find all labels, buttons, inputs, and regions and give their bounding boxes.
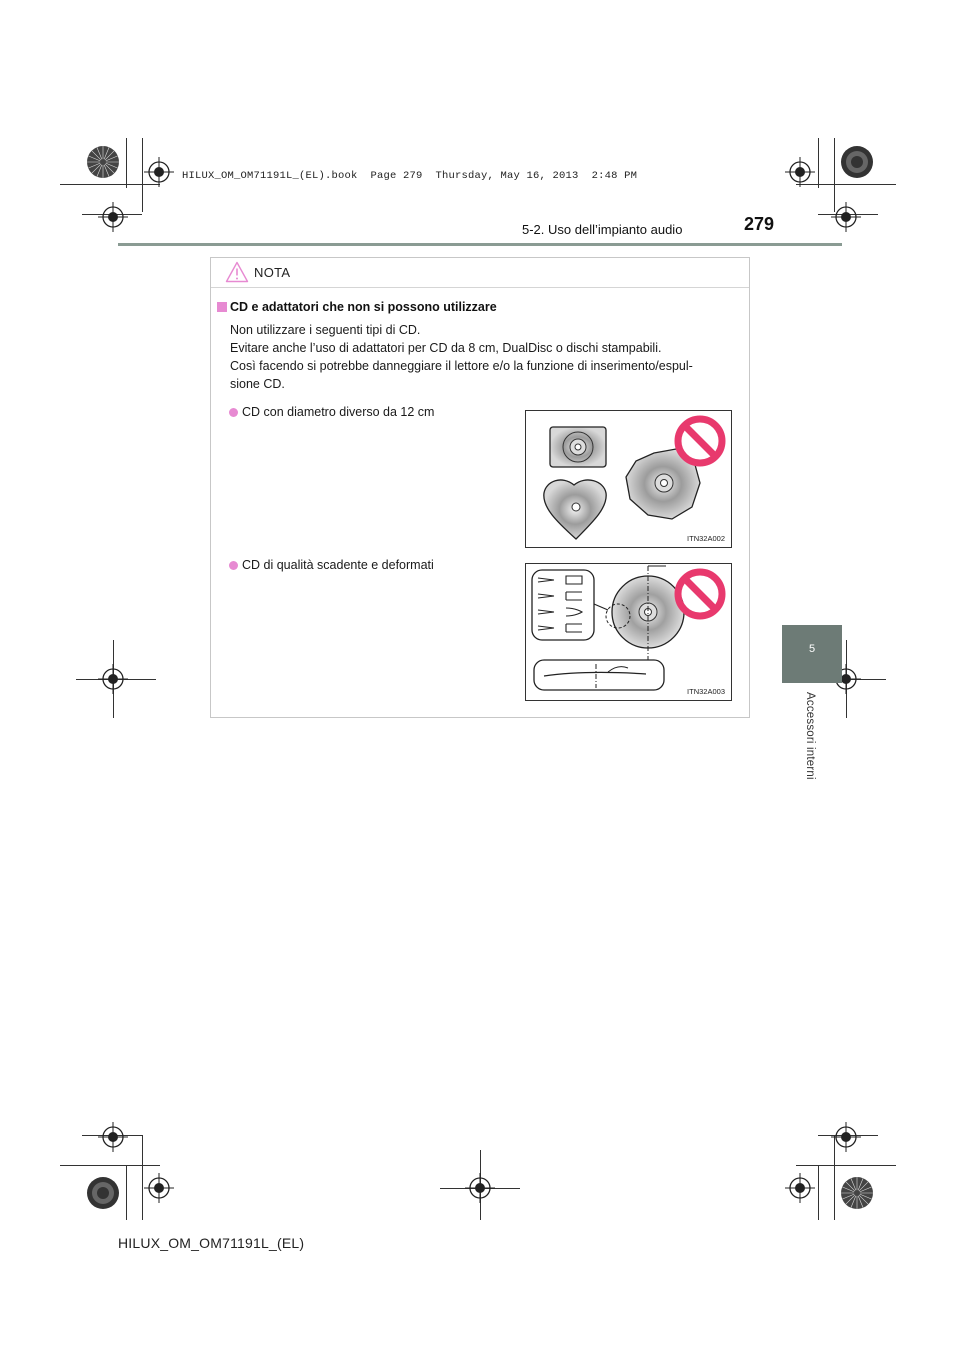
prohibition-sign-icon [678, 572, 722, 616]
prohibition-sign-icon [678, 419, 722, 463]
crop-line [818, 138, 819, 188]
registration-mark-icon [98, 1122, 128, 1152]
sunburst-mark-icon [840, 145, 874, 179]
note-paragraph-line: sione CD. [230, 377, 285, 391]
registration-mark-icon [785, 1173, 815, 1203]
sunburst-mark-icon [86, 145, 120, 179]
deformed-cd-illustration [526, 564, 731, 700]
bullet-dot-icon [229, 408, 238, 417]
heading-square-icon [217, 302, 227, 312]
page-number: 279 [744, 214, 775, 234]
figure-deformed-cds [525, 563, 732, 701]
note-header [211, 258, 749, 288]
manual-code: HILUX_OM_OM71191L_(EL) [118, 1235, 305, 1251]
bullet-dot-icon [229, 561, 238, 570]
bullet-text: CD con diametro diverso da 12 cm [242, 405, 435, 419]
crop-line [834, 138, 835, 212]
section-title: 5-2. Uso dell’impianto audio [522, 222, 683, 237]
crop-line [142, 138, 143, 212]
registration-mark-icon [98, 664, 128, 694]
crop-line [142, 1135, 143, 1220]
warning-triangle-icon [225, 261, 249, 288]
registration-mark-icon [144, 1173, 174, 1203]
note-title: NOTA [254, 265, 291, 280]
crop-line [818, 1165, 819, 1220]
chapter-side-label: Accessori interni [804, 692, 816, 780]
chapter-tab: 5 [782, 625, 842, 683]
bullet-text: CD di qualità scadente e deformati [242, 558, 434, 572]
crop-line [126, 1165, 127, 1220]
crop-line [126, 138, 127, 188]
registration-mark-icon [831, 202, 861, 232]
note-heading: CD e adattatori che non si possono utilizzare [230, 300, 497, 314]
figure-odd-shaped-cds [525, 410, 732, 548]
registration-mark-icon [465, 1173, 495, 1203]
registration-mark-icon [98, 202, 128, 232]
crop-line [796, 1165, 896, 1166]
registration-mark-icon [785, 157, 815, 187]
figure-code: ITN32A003 [687, 687, 725, 696]
figure-code: ITN32A002 [687, 534, 725, 543]
print-stamp: HILUX_OM_OM71191L_(EL).book Page 279 Thursday, May 16, 2013 2:48 PM [182, 170, 638, 182]
sunburst-mark-icon [86, 1176, 120, 1210]
note-paragraph-line: Evitare anche l’uso di adattatori per CD da 8 cm, DualDisc o dischi stampabili. [230, 341, 662, 355]
odd-shaped-cd-illustration [526, 411, 731, 547]
header-rule [118, 243, 842, 246]
sunburst-mark-icon [840, 1176, 874, 1210]
registration-mark-icon [831, 1122, 861, 1152]
note-paragraph-line: Non utilizzare i seguenti tipi di CD. [230, 323, 421, 337]
note-paragraph-line: Così facendo si potrebbe danneggiare il lettore e/o la funzione di inserimento/espul- [230, 359, 693, 373]
registration-mark-icon [144, 157, 174, 187]
crop-line [60, 1165, 160, 1166]
